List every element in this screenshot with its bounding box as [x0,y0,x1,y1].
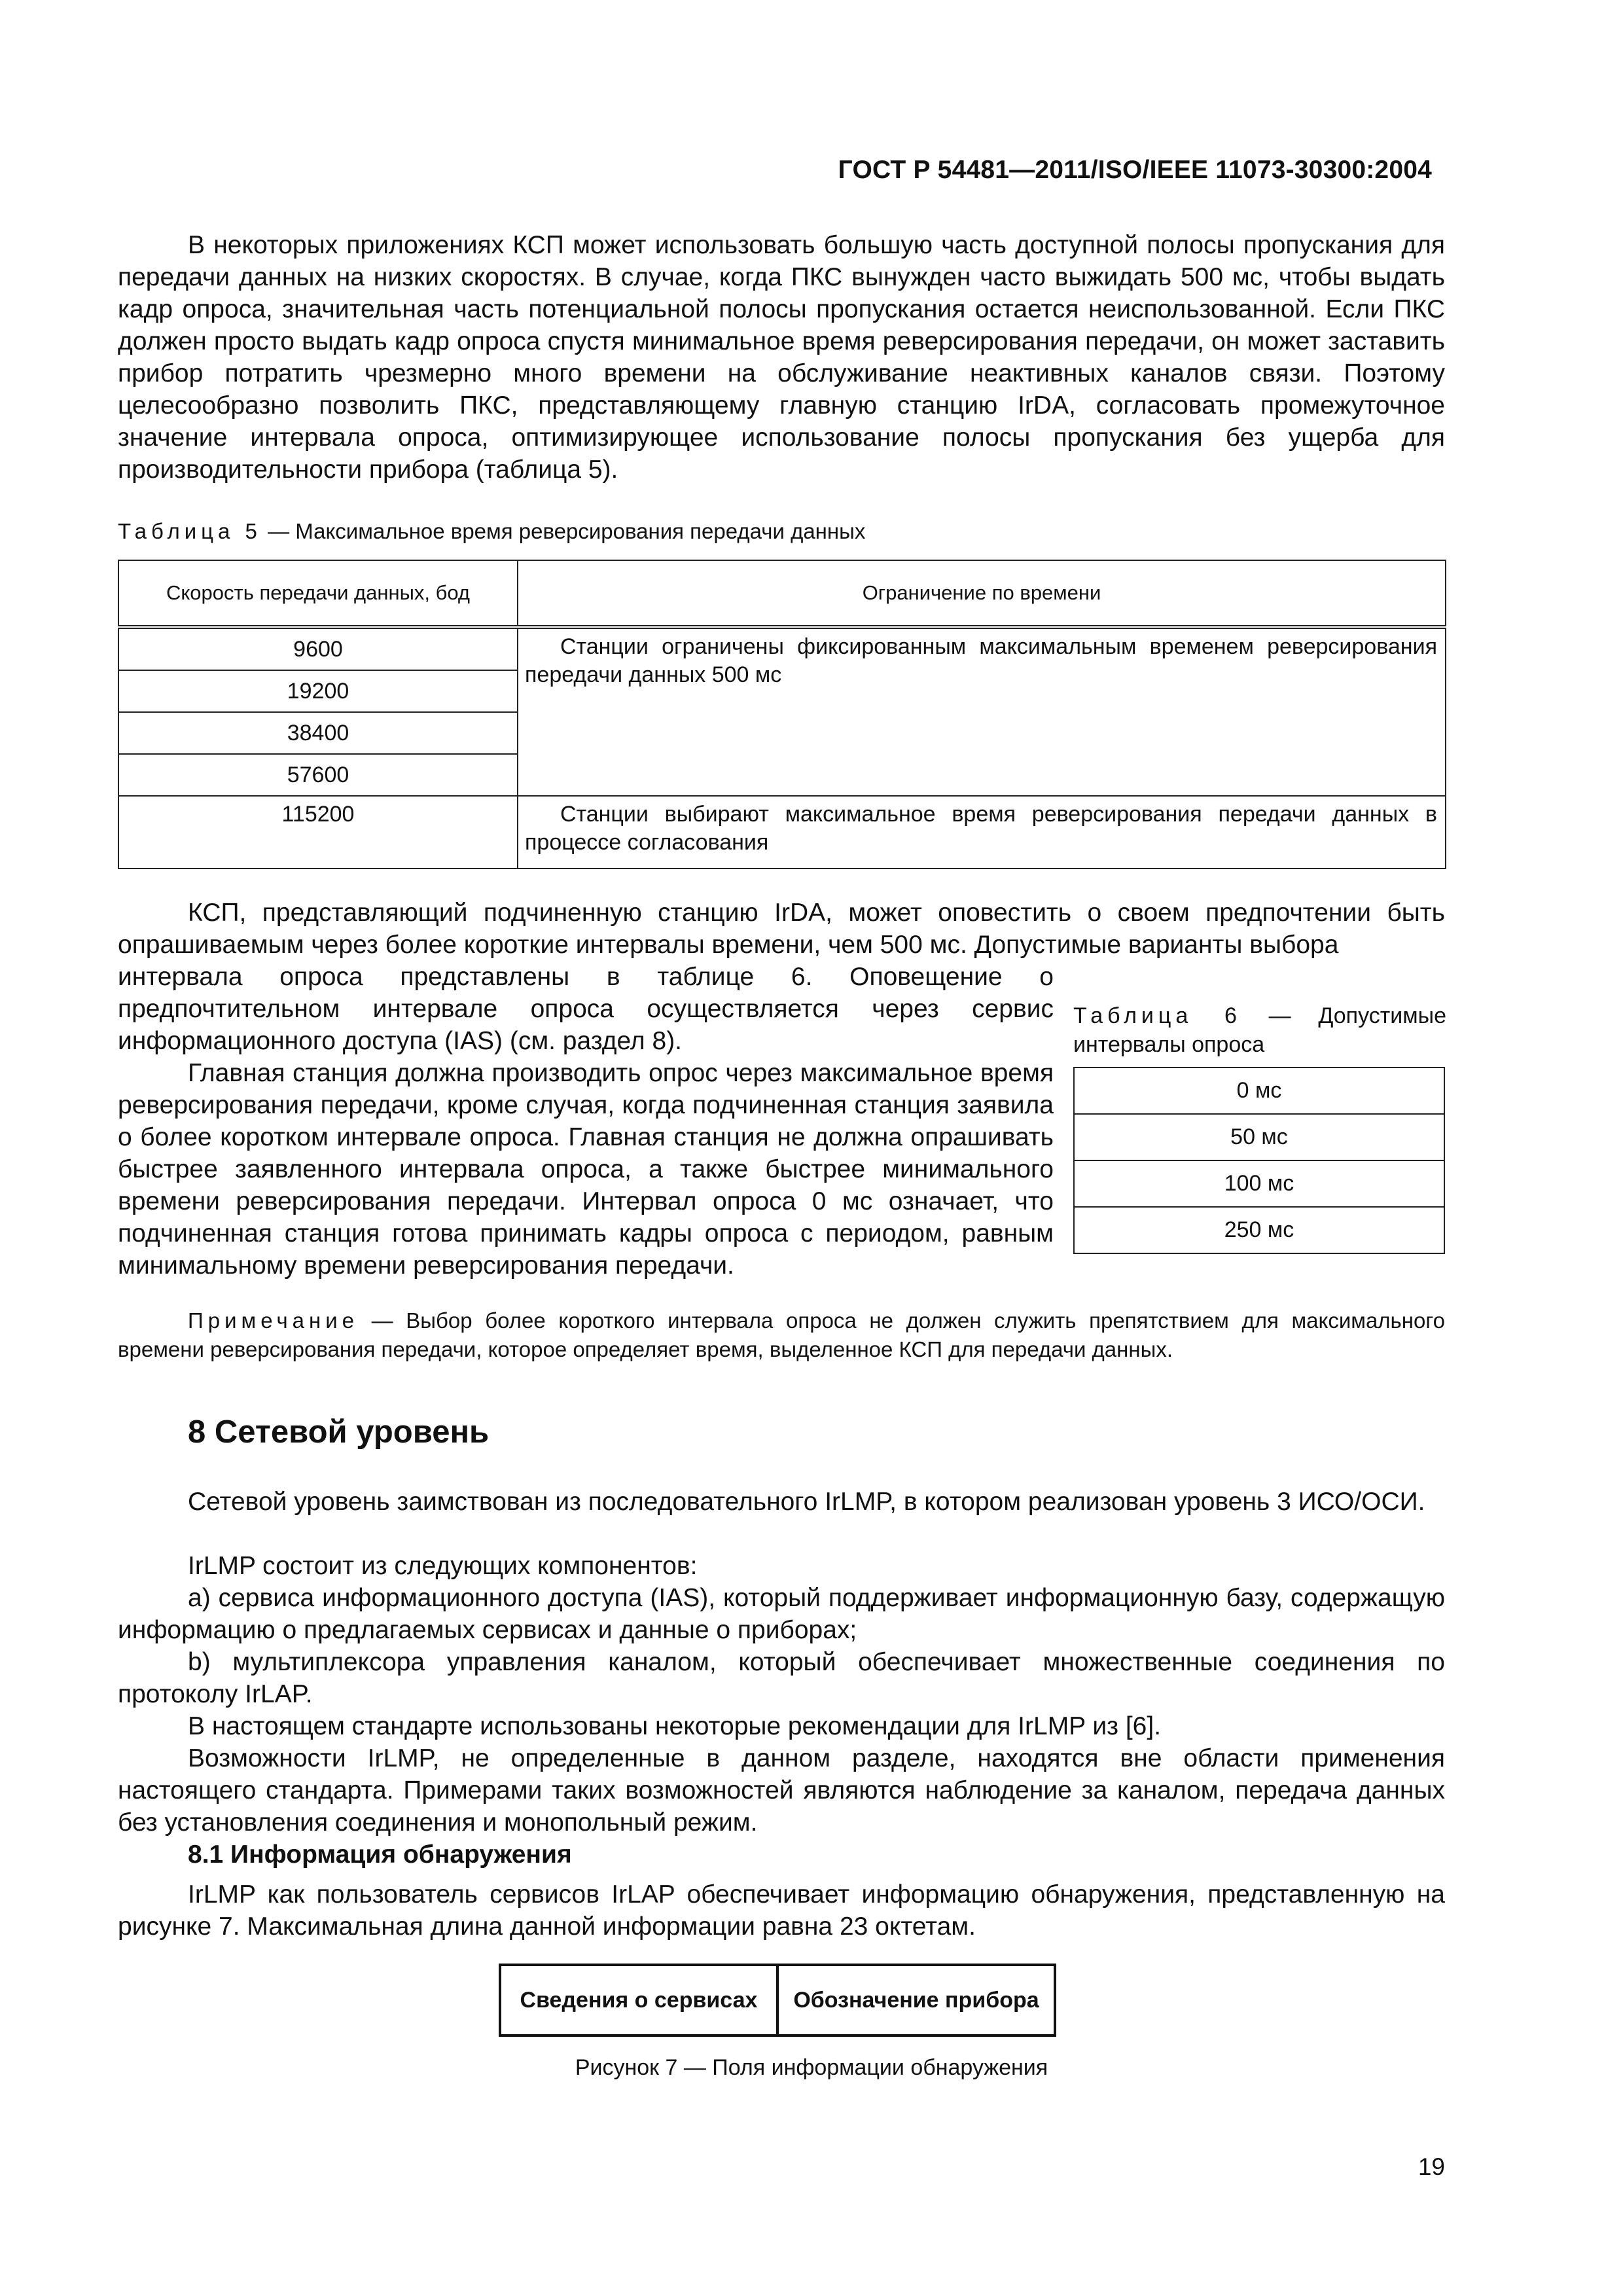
figure7-field-services: Сведения о сервисах [501,1966,779,2034]
paragraph-slave-preference-cont: интервала опроса представлены в таблице 6. Оповещение о предпочтительном интервале опроса осуществляется через сервис информационного доступа (IAS) (см. раздел 8). [118,963,1054,1055]
table5-limit-cell [518,627,1446,796]
standard-header: ГОСТ Р 54481—2011/ISO/IEEE 11073-30300:2004 [838,156,1432,184]
table6-cell: 250 мс [1074,1207,1444,1253]
table6-cell: 100 мс [1074,1160,1444,1207]
figure7-field-device: Обозначение прибора [793,1987,1039,2013]
table5-header-speed: Скорость передачи данных, бод [118,560,518,627]
table5-caption [118,517,865,546]
table5-limit-negotiated: Станции выбирают максимальное время реверсирования передачи данных в процессе согласования [525,802,1437,855]
table-row [1074,1114,1444,1160]
table5-speed-cell: 9600 [118,627,518,670]
table-row [1074,1067,1444,1114]
paragraph-master-polling: Главная станция должна производить опрос через максимальное время реверсирования передачи, кроме случая, когда подчиненная станция заявила о более коротком интервале опроса. Главная станция не должна опрашивать быстрее заявленного интервала опроса, а также быстрее минимального времени реверсирования передачи. Интервал опроса 0 мс означает, что подчиненная станция готова принимать кадры опроса с периодом, равным минимальному времени реверсирования передачи. [118,1059,1054,1280]
table6 [1073,1067,1445,1254]
note-text: — Выбор более короткого интервала опроса не должен служить препятствием для максимального времени реверсирования передачи, которое определяет время, выделенное КСП для передачи данных. [118,1308,1445,1361]
table-row [118,627,1446,670]
section-8-components: IrLMP состоит из следующих компонентов: [188,1552,698,1580]
table5-header-limit: Ограничение по времени [518,560,1446,627]
table5-speed-cell: 115200 [118,796,518,869]
section-8-item-b: b) мультиплексора управления каналом, который обеспечивает множественные соединения по протоколу IrLAP. [118,1648,1445,1708]
table5-speed-cell: 57600 [118,754,518,796]
table6-caption-label: Таблица 6 [1073,1003,1241,1028]
figure7-diagram [499,1964,1056,2037]
table6-cell: 50 мс [1074,1114,1444,1160]
section-8-recommendations: В настоящем стандарте использованы некоторые рекомендации для IrLMP из [6]. [188,1712,1162,1740]
table5-speed-cell: 38400 [118,712,518,754]
table5-caption-label: Таблица 5 [118,519,262,543]
section-8-paragraph: Сетевой уровень заимствован из последовательного IrLMP, в котором реализован уровень 3 ИСО/ОСИ. [188,1488,1425,1516]
page-number: 19 [1418,2153,1445,2180]
table-row [1074,1160,1444,1207]
section-8-1-paragraph: IrLMP как пользователь сервисов IrLAP обеспечивает информацию обнаружения, представленную на рисунке 7. Максимальная длина данной информации равна 23 октетам. [118,1880,1445,1941]
figure7-caption: Рисунок 7 — Поля информации обнаружения [575,2055,1048,2080]
note-label: Примечание [188,1308,359,1333]
section-8-scope: Возможности IrLMP, не определенные в данном разделе, находятся вне области применения настоящего стандарта. Примерами таких возможностей являются наблюдение за каналом, передача данных без установления соединения и монопольный режим. [118,1744,1445,1837]
paragraph-slave-preference: КСП, представляющий подчиненную станцию IrDA, может оповестить о своем предпочтении быть опрашиваемым через более короткие интервалы времени, чем 500 мс. Допустимые варианты выбора [118,899,1445,959]
table5-limit-fixed: Станции ограничены фиксированным максимальным временем реверсирования передачи данных 500 мс [525,634,1437,687]
section-8-heading: 8 Сетевой уровень [188,1414,490,1450]
table5-speed-cell: 19200 [118,670,518,712]
table6-caption-text: — Допустимые интервалы опроса [1073,1003,1446,1057]
section-8-item-a: а) сервиса информационного доступа (IAS), который поддерживает информационную базу, содержащую информацию о предлагаемых сервисах и данные о приборах; [118,1584,1445,1644]
section-8-1-heading: 8.1 Информация обнаружения [188,1840,572,1869]
note [118,1306,1445,1364]
table6-cell: 0 мс [1074,1067,1444,1114]
table-row [1074,1207,1444,1253]
table6-caption [1073,1001,1446,1059]
table-row [118,796,1446,869]
table5-limit-cell [518,796,1446,869]
table5 [118,560,1446,869]
paragraph-bandwidth: В некоторых приложениях КСП может использовать большую часть доступной полосы пропускания для передачи данных на низких скоростях. В случае, когда ПКС вынужден часто выжидать 500 мс, чтобы выдать кадр опроса, значительная часть потенциальной полосы пропускания остается неиспользованной. Если ПКС должен просто выдать кадр опроса спустя минимальное время реверсирования передачи, он может заставить прибор потратить чрезмерно много времени на обслуживание неактивных каналов связи. Поэтому целесообразно позволить ПКС, представляющему главную станцию IrDA, согласовать промежуточное значение интервала опроса, оптимизирующее использование полосы пропускания без ущерба для производительности прибора (таблица 5). [118,231,1445,484]
table5-caption-text: — Максимальное время реверсирования передачи данных [261,519,866,543]
